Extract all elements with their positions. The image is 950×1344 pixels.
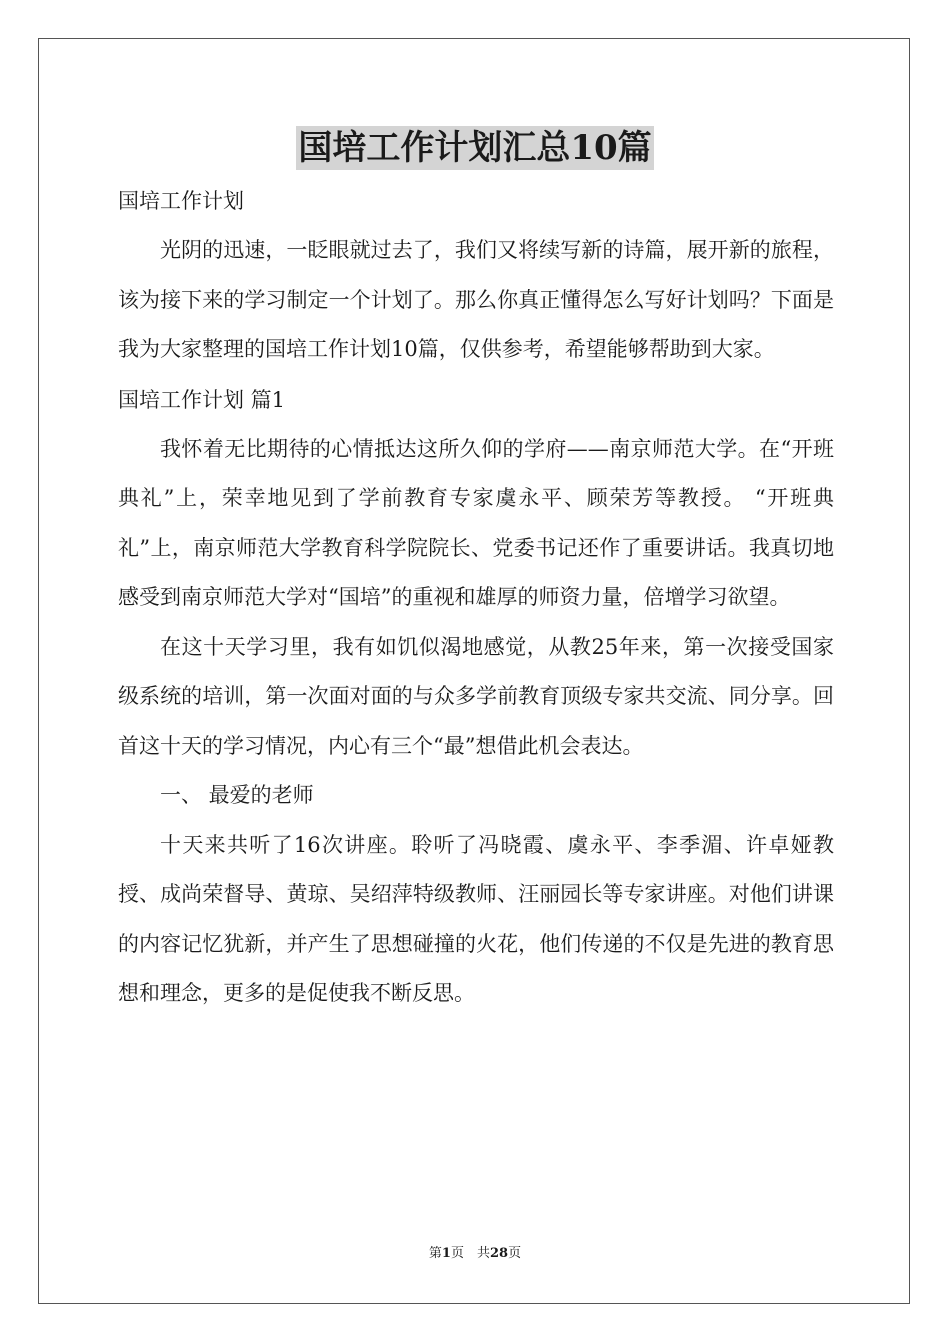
footer-suffix: 页	[508, 1246, 522, 1261]
footer-mid: 页 共	[450, 1246, 490, 1261]
document-body	[118, 176, 834, 1019]
subheading-paragraph: 一、 最爱的老师	[160, 783, 314, 807]
footer-total-pages: 28	[489, 1246, 509, 1261]
document-title: 国培工作计划汇总10篇	[298, 128, 652, 168]
title-container	[0, 126, 950, 170]
body-paragraph: 在这十天学习里，我有如饥似渴地感觉，从教25年来，第一次接受国家级系统的培训，第一次面对面的与众多学前教育顶级专家共交流、同分享。回首这十天的学习情况，内心有三个“最”想借此机会表达。	[118, 634, 834, 758]
page-footer	[0, 1245, 950, 1263]
footer-current-page: 1	[441, 1246, 451, 1261]
footer-prefix: 第	[428, 1246, 442, 1261]
body-paragraph: 十天来共听了16次讲座。聆听了冯晓霞、虞永平、李季湄、许卓娅教授、成尚荣督导、黄琼、吴绍萍特级教师、汪丽园长等专家讲座。对他们讲课的内容记忆犹新，并产生了思想碰撞的火花，他们传递的不仅是先进的教育思想和理念，更多的是促使我不断反思。	[118, 832, 834, 1005]
body-paragraph: 我怀着无比期待的心情抵达这所久仰的学府——南京师范大学。在“开班典礼”上，荣幸地见到了学前教育专家虞永平、顾荣芳等教授。 “开班典礼”上，南京师范大学教育科学院院长、党委书记还作了重要讲话。我真切地感受到南京师范大学对“国培”的重视和雄厚的师资力量，倍增学习欲望。	[118, 436, 834, 609]
section-heading: 国培工作计划	[118, 189, 244, 213]
intro-paragraph: 光阴的迅速，一眨眼就过去了，我们又将续写新的诗篇，展开新的旅程，该为接下来的学习制定一个计划了。那么你真正懂得怎么写好计划吗？下面是我为大家整理的国培工作计划10篇，仅供参考，希望能够帮助到大家。	[118, 238, 834, 361]
section-heading-part-1: 国培工作计划 篇1	[118, 387, 286, 412]
